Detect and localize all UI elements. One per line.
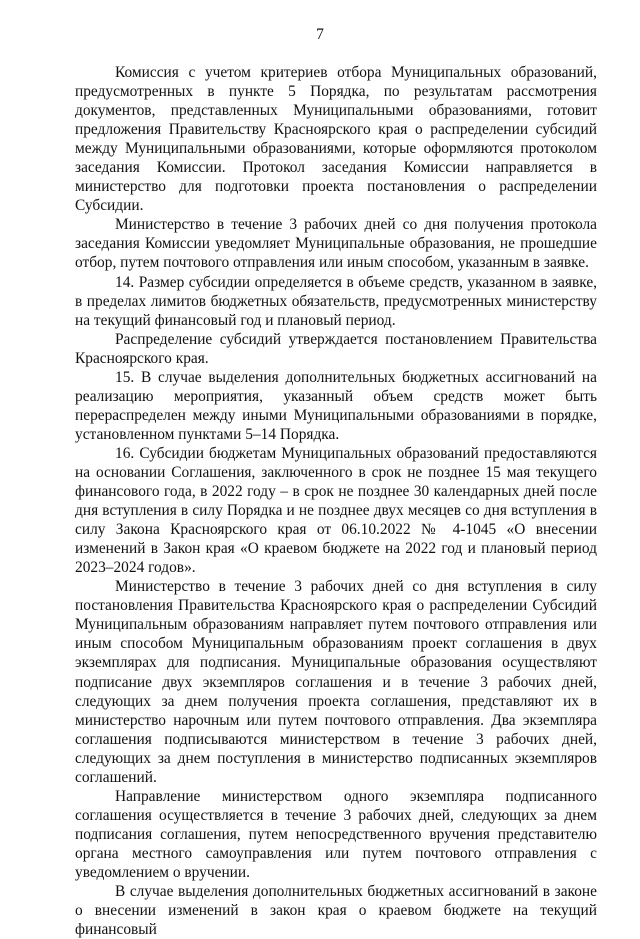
paragraph-distribution-approval: Распределение субсидий утверждается постановлением Правительства Красноярского края. <box>75 330 597 367</box>
paragraph-14-subsidy-size: 14. Размер субсидии определяется в объеме средств, указанном в заявке, в пределах лимитов бюджетных обязательств, предусмотренных министерству на текущий финансовый год и плановый период. <box>75 273 597 329</box>
paragraph-agreement-delivery: Направление министерством одного экземпляра подписанного соглашения осуществляется в течение 3 рабочих дней, следующих за днем подписания соглашения, путем непосредственного вручения представителю органа местного самоуправления или путем почтового отправления с уведомлением о вручении. <box>75 787 597 881</box>
document-body <box>75 63 597 939</box>
paragraph-15-additional-allocations: 15. В случае выделения дополнительных бюджетных ассигнований на реализацию мероприятия, указанный объем средств может быть перераспределен между иными Муниципальными образованиями в порядке, установленном пунктами 5–14 Порядка. <box>75 368 597 443</box>
paragraph-agreement-signing: Министерство в течение 3 рабочих дней со дня вступления в силу постановления Правительства Красноярского края о распределении Субсидий Муниципальным образованиям направляет путем почтового отправления или иным способом Муниципальным образованиям проект соглашения в двух экземплярах для подписания. Муниципальные образования осуществляют подписание двух экземпляров соглашения и в течение 3 рабочих дней, следующих за днем получения проекта соглашения, представляют их в министерство нарочным или путем почтового отправления. Два экземпляра соглашения подписываются министерством в течение 3 рабочих дней, следующих за днем поступления в министерство подписанных экземпляров соглашений. <box>75 578 597 786</box>
page-number: 7 <box>316 26 324 43</box>
paragraph-additional-allocations-law: В случае выделения дополнительных бюджетных ассигнований в законе о внесении изменений в закон края о краевом бюджете на текущий финансовый <box>75 883 597 939</box>
paragraph-16-agreement: 16. Субсидии бюджетам Муниципальных образований предоставляются на основании Соглашения, заключенного в срок не позднее 15 мая текущего финансового года, в 2022 году – в срок не позднее 30 календарных дней после дня вступления в силу Порядка и не позднее двух месяцев со дня вступления в силу Закона Красноярского края от 06.10.2022 № 4-1045 «О внесении изменений в Закон края «О краевом бюджете на 2022 год и плановый период 2023–2024 годов». <box>75 444 597 577</box>
paragraph-commission-proposals: Комиссия с учетом критериев отбора Муниципальных образований, предусмотренных в пункте 5 Порядка, по результатам рассмотрения документов, представленных Муниципальными образованиями, готовит предложения Правительству Красноярского края о распределении субсидий между Муниципальными образованиями, которые оформляются протоколом заседания Комиссии. Протокол заседания Комиссии направляется в министерство для подготовки проекта постановления о распределении Субсидии. <box>75 64 597 215</box>
paragraph-ministry-notification: Министерство в течение 3 рабочих дней со дня получения протокола заседания Комиссии уведомляет Муниципальные образования, не прошедшие отбор, путем почтового отправления или иным способом, указанным в заявке. <box>75 216 597 272</box>
